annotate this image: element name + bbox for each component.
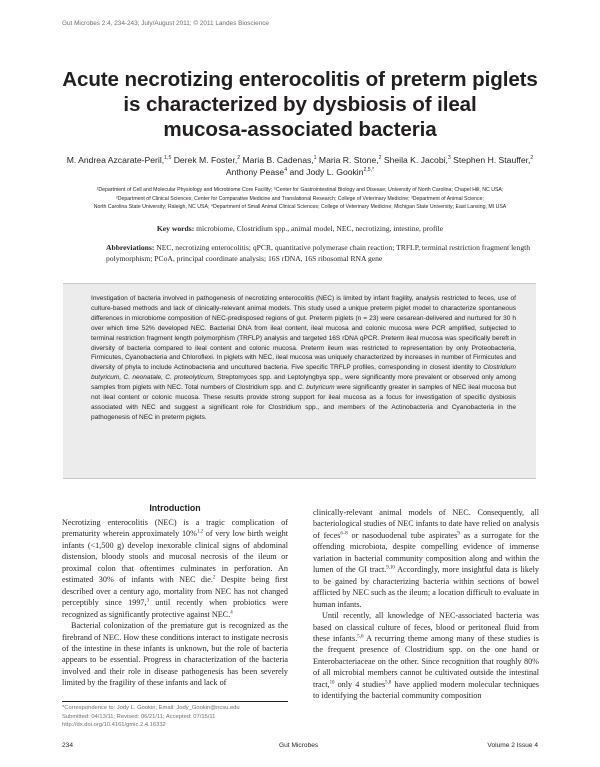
body-paragraph: clinically-relevant animal models of NEC. Consequently, all bacteriological studies of NEC infants to date have relied on analysis of feces$^{6-8}$ or nasoduodenal tube aspirates$^9$ as a surrogate for the offending microbiota, despite compelling evidence of immense variation in bacterial community composition along and within the lumen of the GI tract.$^{9,10}$ Accordingly, more insightful data is likely to be gained by characterizing bacteria within sections of bowel afflicted by NEC such as the ileum; a location difficult to evaluate in human infants. xyxy=(313,508,539,609)
keywords-text: microbiome, Clostridium spp., animal model, NEC, necrotizing, intestine, profile xyxy=(194,224,444,233)
keywords xyxy=(40,224,560,233)
title-line-3: mucosa-associated bacteria xyxy=(163,118,437,141)
body-paragraph: Bacterial colonization of the premature gut is recognized as the firebrand of NEC. How these conditions interact to instigate necrosis of the intestine in these infants is unknown, but the role of bacteria appears to be essential. Progress in characterization of the bacteria involved and their role in disease pathogenesis has been severely limited by the fragility of these infants and lack of xyxy=(62,621,289,688)
body-column-left xyxy=(62,517,288,689)
authors-line-2: Anthony Pease$^4$ and Jody L. Gookin$^{2,5,*}$ xyxy=(225,167,375,177)
abstract-box xyxy=(63,283,536,479)
footer-journal-name: Gut Microbes xyxy=(279,742,319,749)
footer-volume: Volume 2 Issue 4 xyxy=(487,742,538,749)
affiliation-line-1: ¹Department of Cell and Molecular Physiology and Microbiome Core Facility; ⁵Center for Gastrointestinal Biology and Disease; University of North Carolina; Chapel Hill, NC USA; xyxy=(96,187,504,193)
body-paragraph: Necrotizing enterocolitis (NEC) is a tragic complication of prematurity wherein approximately 10%$^{1,2}$ of very low birth weight infants (<1,500 g) develop inexorable clinical signs of abdominal distension, bloody stools and mucosal necrosis of the ileum or proximal colon that oftentimes culminates in perforation. An estimated 30% of infants with NEC die.$^2$ Despite being first described over a century ago, mortality from NEC has not changed perceptibly since 1997,$^3$ until recently when probiotics were recognized as significantly protective against NEC.$^4$ xyxy=(62,518,289,619)
article-title xyxy=(40,67,560,142)
keywords-label: Key words: xyxy=(156,224,195,233)
footnotes xyxy=(62,704,288,730)
body-paragraph: Until recently, all knowledge of NEC-associated bacteria was based on classical culture of feces, blood or peritoneal fluid from these infants.$^{5,6}$ A recurring theme among many of these studies is the frequent presence of Clostridium spp. on the one hand or Enterobacteriaceae on the other. Since recognition that roughly 80% of all microbial members cannot be cultivated outside the intestinal tract,$^{10}$ only 4 studies$^{5,8}$ have applied modern molecular techniques to identifying the bacterial community composition xyxy=(313,611,539,701)
section-heading-introduction: Introduction xyxy=(149,503,201,513)
affiliation-line-2: ²Department of Clinical Sciences; Center for Comparative Medicine and Translational Research; College of Veterinary Medicine; ³Department of Animal Science; xyxy=(116,195,484,202)
correspondence-note: *Correspondence to: Jody L. Gookin; Email: Jody_Gookin@ncsu.edu xyxy=(62,705,240,711)
journal-header: Gut Microbes 2:4, 234-243; July/August 2011; © 2011 Landes Bioscience xyxy=(62,20,269,27)
title-line-1: Acute necrotizing enterocolitis of preterm piglets xyxy=(62,68,538,91)
authors-line-1: M. Andrea Azcarate-Peril,$^{1,5}$ Derek M. Foster,$^2$ Maria B. Cadenas,$^1$ Maria R. Stone,$^2$ Sheila K. Jacobi,$^3$ Stephen H. Stauffer,$^2$ xyxy=(66,155,534,165)
abbreviations-text: NEC, necrotizing enterocolitis; qPCR, quantitative polymerase chain reaction; TRFLP, terminal restriction fragment length polymorphism; PCoA, principal coordinate analysis; 16S rDNA, 16S ribosomal RNA gene xyxy=(106,243,531,263)
affiliation-line-3: North Carolina State University; Raleigh, NC USA; ⁴Department of Small Animal Clinical Sciences; College of Veterinary Medicine; Michigan State University; East Lansing, MI USA xyxy=(93,204,507,211)
doi-link[interactable]: http://dx.doi.org/10.4161/gmic.2.4.16332 xyxy=(62,722,166,729)
title-line-2: is characterized by dysbiosis of ileal xyxy=(123,93,477,116)
page-number: 234 xyxy=(62,742,74,749)
abstract-text: Investigation of bacteria involved in pathogenesis of necrotizing enterocolitis (NEC) is limited by infant fragility, analysis restricted to feces, use of culture-based methods and lack of clinically-relevant animal models. This study used a unique preterm piglet model to characterize spontaneous differences in microbiome composition of NEC-predisposed regions of gut. Preterm piglets (n = 23) were cesarean-delivered and nurtured for 30 h over which time 52% developed NEC. Bacterial DNA from ileal content, ileal mucosa and colonic mucosa were PCR amplified, subjected to terminal restriction fragment length polymorphism (TRFLP) analysis and targeted 16S rDNA qPCR. Preterm ileal mucosa was specifically bereft in diversity of bacteria compared to ileal content and colonic mucosa. Preterm ileum was restricted to representation by only Proteobacteria, Firmicutes, Cyanobacteria and Chloroflexi. In piglets with NEC, ileal mucosa was uniquely characterized by increases in number of Firmicutes and diversity of phyla to include Actinobacteria and uncultured bacteria. Five specific TRFLP profiles, corresponding in closest identity to Clostridium butyricum, C. neonatale, C. proteolyticum, Streptomyces spp. and Leptolyngbya spp., were significantly more prevalent or observed only among samples from piglets with NEC. Total numbers of Clostridium spp. and C. butyricum were significantly greater in samples of NEC ileal mucosa but not ileal content or colonic mucosa. These results provide strong support for ileal mucosa as a focus for investigation of specific dysbiosis associated with NEC and suggest a significant role for Clostridium spp., and members of the Actinobacteria and Cyanobacteria in the pathogenesis of NEC in preterm piglets. xyxy=(91,295,517,421)
affiliations xyxy=(18,186,582,212)
submission-dates: Submitted: 04/13/11; Revised: 06/21/11; Accepted: 07/15/11 xyxy=(62,713,216,720)
abbreviations-label: Abbreviations: xyxy=(106,243,155,252)
author-list xyxy=(60,154,540,178)
footnote-divider xyxy=(62,701,288,702)
abbreviations xyxy=(106,243,538,264)
body-column-right xyxy=(313,507,539,702)
